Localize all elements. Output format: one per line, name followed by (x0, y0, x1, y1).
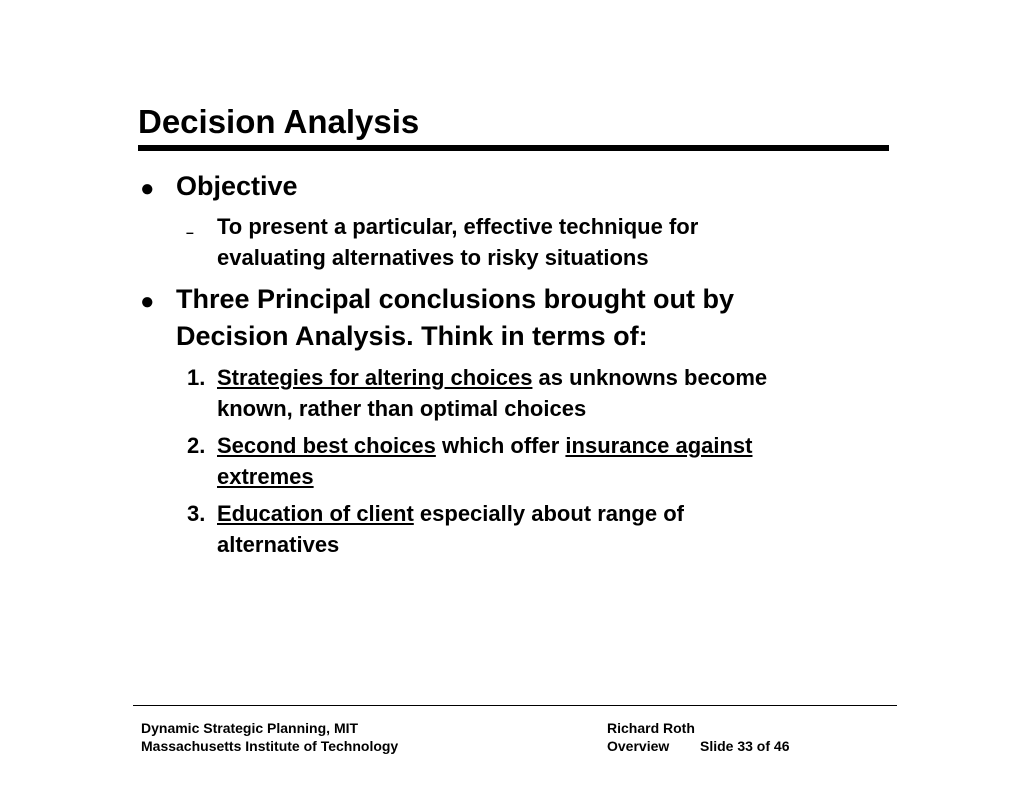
bullet-marker-objective: ● (140, 175, 155, 202)
numbered-item-3-line-2: alternatives (217, 532, 340, 557)
numbered-item-2-middle: which offer (435, 433, 566, 458)
numbered-item-1-underlined: Strategies for altering choices (217, 365, 533, 390)
numbered-item-2-line-2 (217, 461, 897, 492)
numbered-item-1-line-2: known, rather than optimal choices (217, 396, 587, 421)
bullet-marker-conclusions: ● (140, 288, 155, 315)
slide-title: Decision Analysis (138, 103, 420, 140)
sub-bullet-line-1: To present a particular, effective technique for (217, 214, 699, 239)
numbered-item-2 (217, 430, 897, 461)
sub-bullet-marker: – (186, 224, 194, 240)
footer-course: Dynamic Strategic Planning, MIT (141, 720, 359, 736)
numbered-item-3-underlined: Education of client (217, 501, 414, 526)
footer-section: Overview (607, 738, 670, 754)
numbered-item-2-underlined-2: insurance against (565, 433, 753, 458)
numbered-item-1-rest: as unknowns become (532, 365, 768, 390)
bullet-conclusions-line-1: Three Principal conclusions brought out by (176, 284, 735, 314)
footer-author: Richard Roth (607, 720, 695, 736)
sub-bullet-line-2: evaluating alternatives to risky situations (217, 245, 649, 270)
numbered-item-3 (217, 498, 897, 529)
title-underline-rule (138, 145, 889, 151)
footer-slide-number: Slide 33 of 46 (700, 738, 790, 754)
numbered-item-2-underlined: Second best choices (217, 433, 436, 458)
bullet-objective: Objective (176, 171, 298, 201)
bullet-conclusions-line-2: Decision Analysis. Think in terms of: (176, 321, 648, 351)
numbered-item-2-line-2-text: extremes (217, 464, 314, 489)
numbered-item-1-number: 1. (187, 365, 206, 390)
footer-institution: Massachusetts Institute of Technology (141, 738, 399, 754)
footer-rule (133, 705, 897, 706)
numbered-item-1 (217, 362, 897, 393)
numbered-item-3-rest: especially about range of (413, 501, 684, 526)
numbered-item-3-number: 3. (187, 501, 206, 526)
numbered-item-2-number: 2. (187, 433, 206, 458)
